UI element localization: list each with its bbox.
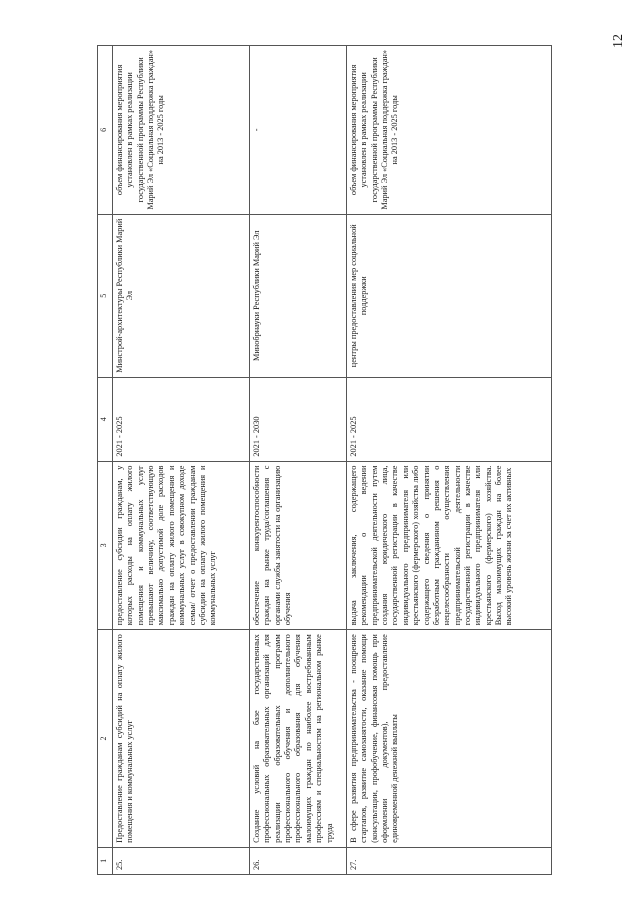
content-cell: обеспечение конкурентоспособности граждан на рынке труда/соглашения с органами службы занятости на организацию обучения: [250, 461, 347, 630]
table-header-row: [98, 46, 113, 875]
column-header-1: 1: [98, 847, 113, 874]
finance-cell: -: [250, 46, 347, 215]
content-cell: выдача заключения, содержащего рекомендации о ведении предпринимательской деятельности путем создания юридического лица, государственной регистрации в качестве индивидуального предпринимателя или крестьянского (фермерского) хозяйства либо содержащего сведения о принятии безработным гражданином решения о нецелесообразности осуществления предпринимательской деятельности государственной регистрации в качестве индивидуального предпринимателя или крестьянского (фермерского) хозяйства. Выход малоимущих граждан на более высокий уровень жизни за счет их активных: [347, 461, 552, 630]
measure-cell: Создание условий на базе государственных профессиональных образовательных организаций для реализации образовательных программ профессионального обучения и дополнительного профессионального образования для обучения малоимущих граждан по наиболее востребованным профессиям и специальностям на региональном рынке труда: [250, 630, 347, 848]
executor-cell: центры предоставления мер социальной поддержки: [347, 214, 552, 377]
row-number: 25.: [113, 847, 250, 874]
measures-table: [97, 45, 552, 875]
table-row: [347, 46, 552, 875]
column-header-6: 6: [98, 46, 113, 215]
executor-cell: Минобрнауки Республики Марий Эл: [250, 214, 347, 377]
period-cell: 2021 - 2030: [250, 377, 347, 461]
executor-cell: Минстрой-архитектуры Республики Марий Эл: [113, 214, 250, 377]
table-row: [250, 46, 347, 875]
finance-cell: объем финансирования мероприятия установлен в рамках реализации государственной программы Республики Марий Эл «Социальная поддержка граждан» на 2013 - 2025 годы: [347, 46, 552, 215]
page-number: 12: [611, 34, 626, 48]
column-header-5: 5: [98, 214, 113, 377]
period-cell: 2021 - 2025: [113, 377, 250, 461]
row-number: 27.: [347, 847, 552, 874]
row-number: 26.: [250, 847, 347, 874]
period-cell: 2021 - 2025: [347, 377, 552, 461]
table-row: [113, 46, 250, 875]
column-header-4: 4: [98, 377, 113, 461]
measure-cell: Предоставление гражданам субсидий на оплату жилого помещения и коммунальных услуг: [113, 630, 250, 848]
content-cell: предоставление субсидии гражданам, у которых расходы на оплату жилого помещения и коммунальных услуг превышают величину, соответствующую максимально допустимой доле расходов граждан на оплату жилого помещения и коммунальных услуг в совокупном доходе семьи/ отчет о предоставлении гражданам субсидии на оплату жилого помещения и коммунальных услуг: [113, 461, 250, 630]
finance-cell: объем финансирования мероприятия установлен в рамках реализации государственной программы Республики Марий Эл «Социальная поддержка граждан» на 2013 - 2025 годы: [113, 46, 250, 215]
rotated-table-container: [97, 45, 557, 875]
column-header-2: 2: [98, 630, 113, 848]
column-header-3: 3: [98, 461, 113, 630]
measure-cell: В сфере развития предпринимательства - поощрение стартапов, развитие самозанятости, оказание помощи (консультации, профобучение, финансовая помощь при оформлении документов), предоставление единовременной денежной выплаты: [347, 630, 552, 848]
